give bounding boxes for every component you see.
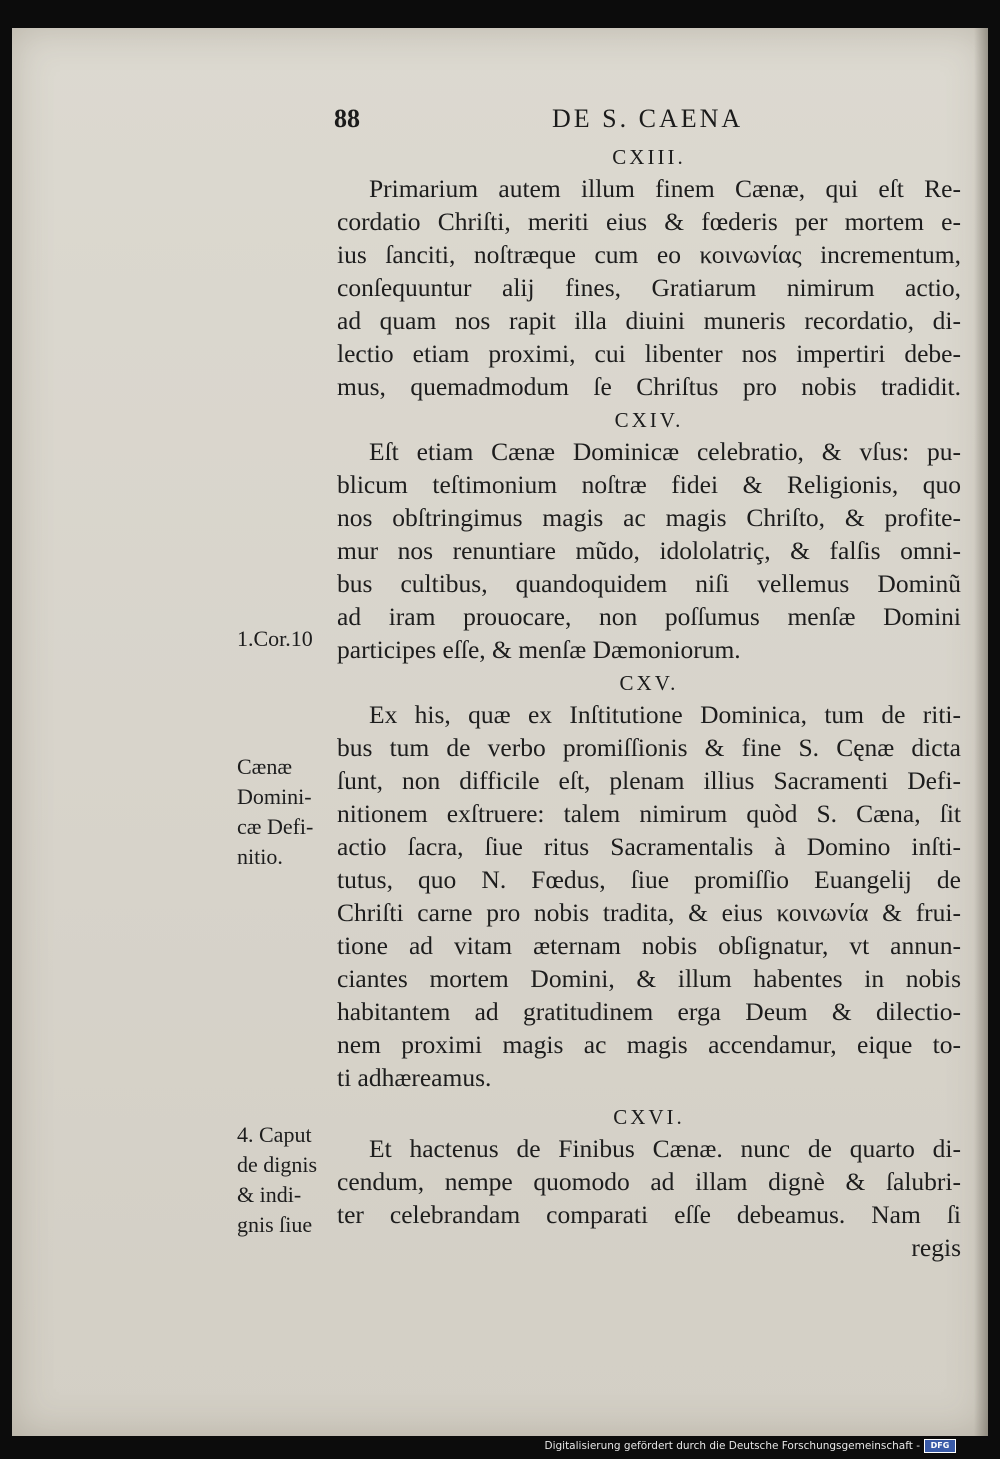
text-line: nem proximi magis ac magis accendamur, eique to- [337, 1030, 961, 1059]
section-number: CXIV. [614, 408, 684, 432]
digitization-footer [544, 1439, 956, 1453]
running-head: DE S. CAENA [552, 104, 744, 133]
page-spine-shadow [974, 28, 988, 1436]
text-line: habitantem ad gratitudinem erga Deum & dilectio- [337, 997, 961, 1026]
text-line: lectio etiam proximi, cui libenter nos impertiri debe- [337, 339, 961, 368]
text-line: ti adhæreamus. [337, 1063, 492, 1092]
text-line: conſequuntur alij fines, Gratiarum nimirum actio, [337, 273, 961, 302]
text-line: blicum teſtimonium noſtræ fidei & Religionis, quo [337, 470, 961, 499]
margin-note-line: Domini- [237, 784, 312, 809]
dfg-logo-icon: DFG [924, 1439, 956, 1453]
paragraph [337, 1132, 961, 1264]
text-line: Et hactenus de Finibus Cænæ. nunc de quarto di- [369, 1134, 961, 1163]
text-line: bus cultibus, quandoquidem niſi vellemus Dominũ [337, 569, 961, 598]
margin-note-cor [237, 624, 313, 654]
margin-note-caput [237, 1120, 317, 1240]
text-line: mus, quemadmodum ſe Chriſtus pro nobis tradidit. [337, 372, 961, 401]
text-line: cendum, nempe quomodo ad illam dignè & ſalubri- [337, 1167, 961, 1196]
margin-note-line: 1.Cor.10 [237, 626, 313, 651]
text-line: ciantes mortem Domini, & illum habentes in nobis [337, 964, 961, 993]
section-number: CXVI. [613, 1105, 685, 1129]
margin-note-line: 4. Caput [237, 1122, 312, 1147]
text-line: nitionem exſtruere: talem nimirum quòd S. Cæna, ſit [337, 799, 961, 828]
text-line: participes eſſe, & menſæ Dæmoniorum. [337, 635, 741, 664]
margin-note-line: gnis ſiue [237, 1212, 313, 1237]
text-line: Primarium autem illum finem Cænæ, qui eſt Re- [369, 174, 961, 203]
section-number: CXIII. [612, 145, 686, 169]
text-line: ius ſanciti, noſtræque cum eo κοινωνίας incrementum, [337, 240, 961, 269]
section-number: CXV. [619, 671, 679, 695]
paragraph [337, 172, 961, 403]
text-line: Ex his, quæ ex Inſtitutione Dominica, tum de riti- [369, 700, 961, 729]
main-text-block [337, 140, 961, 1264]
catchword: regis [911, 1233, 961, 1262]
text-line: bus tum de verbo promiſſionis & fine S. Cęnæ dicta [337, 733, 961, 762]
footer-text: Digitalisierung gefördert durch die Deutsche Forschungsgemeinschaft - [544, 1440, 920, 1452]
text-line: tione ad vitam æternam nobis obſignatur, vt annun- [337, 931, 961, 960]
text-line: tutus, quo N. Fœdus, ſiue promiſſio Euangelij de [337, 865, 961, 894]
text-line: ad iram prouocare, non poſſumus menſæ Domini [337, 602, 961, 631]
text-line: ſunt, non difficile eſt, plenam illius Sacramenti Defi- [337, 766, 961, 795]
margin-note-line: nitio. [237, 844, 283, 869]
margin-note-line: & indi- [237, 1182, 302, 1207]
text-line: Chriſti carne pro nobis tradita, & eius κοινωνία & frui- [337, 898, 961, 927]
book-page [12, 28, 988, 1436]
margin-note-line: cæ Defi- [237, 814, 314, 839]
paragraph [337, 698, 961, 1094]
text-line: ad quam nos rapit illa diuini muneris recordatio, di- [337, 306, 961, 335]
paragraph [337, 435, 961, 666]
margin-note-line: de dignis [237, 1152, 318, 1177]
text-line: Eſt etiam Cænæ Dominicæ celebratio, & vſus: pu- [369, 437, 961, 466]
margin-note-definitio [237, 752, 313, 872]
text-line: ter celebrandam comparati eſſe debeamus. Nam ſi [337, 1200, 961, 1229]
text-line: nos obſtringimus magis ac magis Chriſto, & profite- [337, 503, 961, 532]
page-number: 88 [334, 104, 360, 133]
text-line: mur nos renuntiare mũdo, idololatriç, & falſis omni- [337, 536, 961, 565]
margin-note-line: Cænæ [237, 754, 293, 779]
text-line: cordatio Chriſti, meriti eius & fœderis per mortem e- [337, 207, 961, 236]
text-line: actio ſacra, ſiue ritus Sacramentalis à Domino inſti- [337, 832, 961, 861]
